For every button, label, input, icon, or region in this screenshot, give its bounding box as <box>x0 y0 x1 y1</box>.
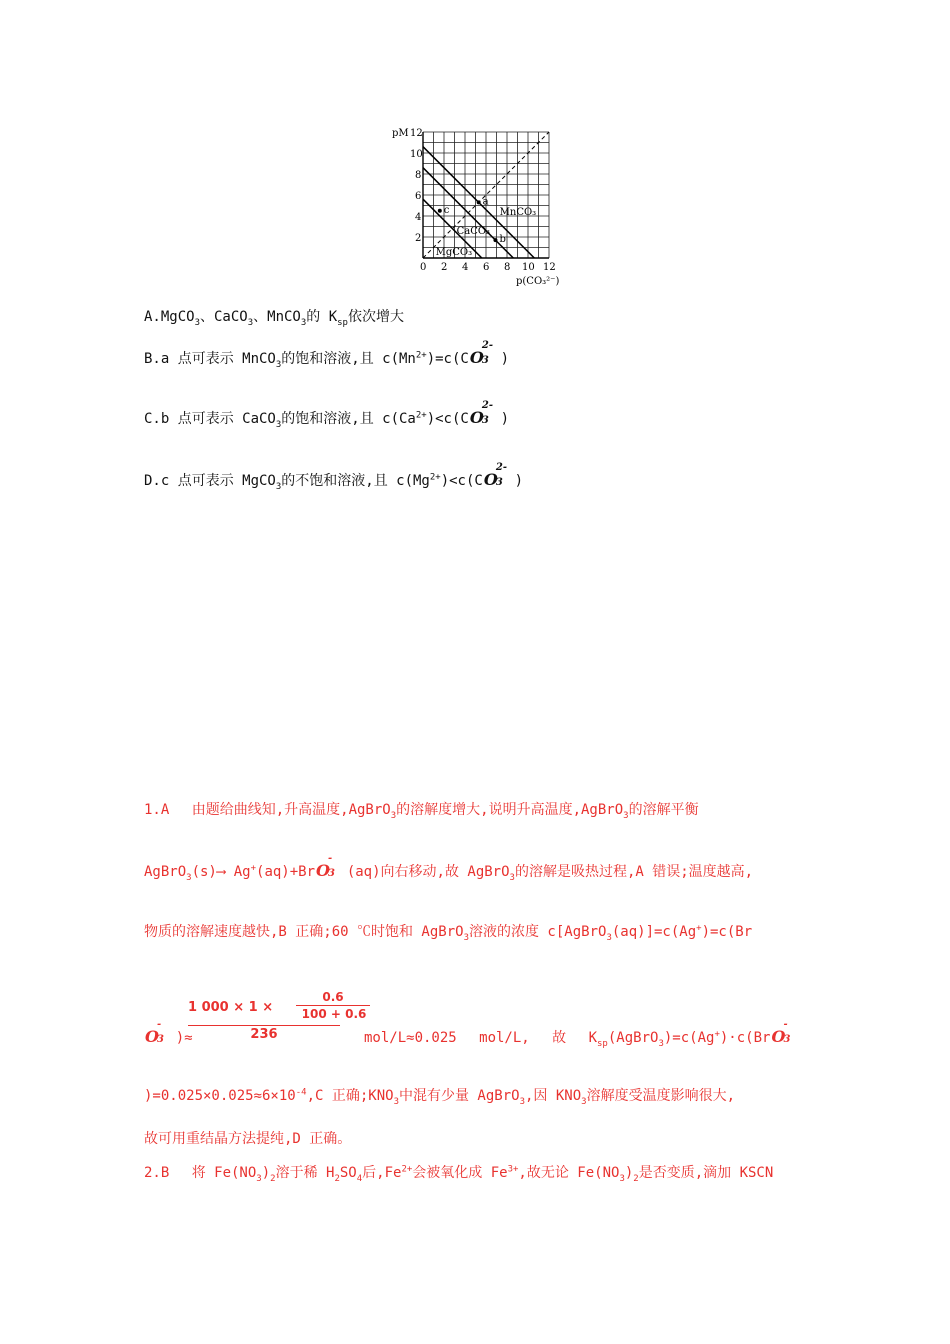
data-point-label: a <box>482 196 489 208</box>
y-tick-label: 8 <box>415 170 422 181</box>
answer-line-4: O - 3 )≈ <box>145 1019 193 1046</box>
series-label: CaCO₃ <box>456 225 491 237</box>
x-tick-label: 8 <box>504 262 511 273</box>
data-point-b <box>493 238 497 242</box>
answer-line-5: )$=0.025\times 0.025\approx 6\times 10^{-4},C$ 正确$;KNO_3$中混有少量 AgBrO$_3$,因 $KNO_3$溶解度受温度影响很大, <box>144 1087 736 1107</box>
option-d: D.c 点可表示 MgCO$_3$的不饱和溶液,且 $c(Mg^{2+})<c(CO$ 2- 3 ) <box>144 462 524 492</box>
bromate-ion: O - 3 <box>771 1019 791 1046</box>
option-b: B.a 点可表示 MnCO$_3$的饱和溶液,且 $c(Mn^{2+})=c(CO$ 2- 3 ) <box>144 340 510 370</box>
carbonate-ion: O 2- 3 <box>469 400 493 427</box>
series-label: MgCO₃ <box>435 246 473 258</box>
fraction-denominator: 236 <box>250 1027 278 1042</box>
answer-line-7: 2.B 将 $Fe(NO_3)_2$溶于稀 $H_2SO_4$后$,Fe^{2+}$会被氧化成 $Fe^{3+}$,故无论 $Fe(NO_3)_2$是否变质,滴加 KSCN <box>144 1164 774 1184</box>
option-a: A.MgCO$_3$、CaCO$_3$、MnCO$_3$的 $K_{sp}$依次增大 <box>144 309 404 328</box>
x-tick-label: 0 <box>420 262 427 273</box>
option-c: C.b 点可表示 CaCO$_3$的饱和溶液,且 $c(Ca^{2+})<c(CO$ 2- 3 ) <box>144 400 510 430</box>
inner-fraction-bar <box>296 1005 370 1006</box>
data-point-c <box>438 209 442 213</box>
answer-line-4-right: mol/L≈0.025 mol/L, 故 $K_{sp}(AgBrO_3)=c(Ag^+)\cdot c(BrO$ - 3 <box>364 1019 791 1049</box>
chart-points <box>438 196 506 245</box>
data-point-a <box>477 200 481 204</box>
x-tick-label: 6 <box>483 262 490 273</box>
x-tick-label: 10 <box>522 262 535 273</box>
answer-line-1: 1.A 由题给曲线知,升高温度,AgBrO$_3$的溶解度增大,说明升高温度,AgBrO$_3$的溶解平衡 <box>144 802 699 821</box>
fraction-bar <box>188 1025 340 1026</box>
y-tick-label: 4 <box>415 212 422 223</box>
bromate-ion: O - 3 <box>145 1019 164 1046</box>
y-tick-label: 6 <box>415 191 422 202</box>
inner-fraction-bottom: 100 + 0.6 <box>301 1007 367 1021</box>
fraction-numerator: 1 000 × 1 × <box>188 1000 274 1015</box>
bromate-ion: O - 3 <box>316 853 335 880</box>
data-point-label: b <box>499 234 506 246</box>
x-axis-label: p(CO₃²⁻) <box>516 276 560 287</box>
answer-line-3: 物质的溶解速度越快,B 正确;60 ℃时饱和 AgBrO$_3$溶液的浓度 c[AgBrO$_3$(aq)]=c(Ag+)=c(Br <box>144 923 753 943</box>
x-tick-label: 4 <box>462 262 469 273</box>
answer-line-6: 故可用重结晶方法提纯,D 正确。 <box>144 1131 352 1147</box>
y-tick-label: 10 <box>410 149 423 160</box>
x-tick-label: 12 <box>543 262 556 273</box>
carbonate-ion: O 2- 3 <box>483 462 507 489</box>
x-tick-label: 2 <box>441 262 448 273</box>
carbonate-ion: O 2- 3 <box>469 340 493 367</box>
inner-fraction-top: 0.6 <box>322 990 344 1004</box>
data-point-label: c <box>443 204 450 216</box>
y-tick-label: 12 <box>410 128 423 139</box>
answer-line-2: AgBrO$_3$(s)⟶ Ag+(aq)+BrO - 3 (aq)向右移动,故 AgBrO$_3$的溶解是吸热过程,A 错误;温度越高, <box>144 853 754 883</box>
chart-grid <box>423 132 549 258</box>
solubility-chart <box>388 124 563 289</box>
y-tick-label: 2 <box>415 233 422 244</box>
y-axis-label: pM <box>392 128 409 139</box>
series-label: MnCO₃ <box>499 206 537 218</box>
